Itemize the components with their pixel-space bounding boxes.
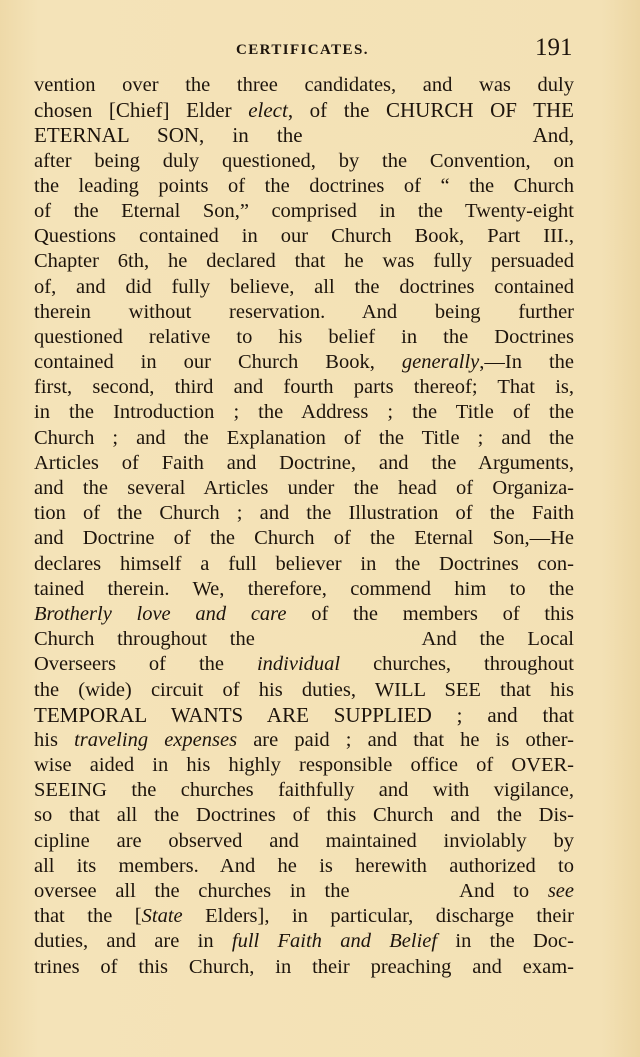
text-line — [34, 829, 574, 854]
text-line — [34, 627, 574, 652]
text-segment: Church throughout the — [34, 628, 255, 651]
text-segment: tion of the Church ; and the Illustration of the Faith — [34, 502, 574, 525]
text-line — [34, 375, 574, 400]
text-line — [34, 149, 574, 174]
italic-text: generally — [401, 351, 480, 374]
text-segment: Chapter 6th, he declared that he was fully persuaded — [34, 250, 574, 273]
text-segment: of the Eternal Son,” comprised in the Twenty-eight — [34, 199, 574, 222]
text-segment: tained therein. We, therefore, commend him to the — [34, 577, 574, 600]
text-line — [34, 73, 574, 98]
text-segment: oversee all the churches in the — [34, 880, 350, 902]
text-segment: ETERNAL SON, in the — [34, 123, 303, 148]
text-segment: the leading points of the doctrines of “ the Church — [34, 174, 574, 197]
text-segment: trines of this Church, in their preaching and exam- — [34, 955, 574, 978]
text-line — [34, 123, 574, 148]
text-line — [34, 803, 574, 828]
italic-text: full Faith and Belief — [231, 930, 438, 953]
text-line — [34, 904, 574, 929]
text-segment: , of the CHURCH OF THE — [287, 98, 574, 123]
text-segment: the (wide) circuit of his duties, WILL SEE that his — [34, 678, 574, 701]
text-line — [34, 652, 574, 677]
text-segment: Overseers of the — [34, 653, 257, 676]
text-line — [34, 224, 574, 249]
italic-text: traveling expenses — [74, 728, 238, 751]
text-line — [34, 98, 574, 123]
text-line — [34, 778, 574, 803]
text-line — [34, 526, 574, 551]
text-segment: and Doctrine of the Church of the Eternal Son,—He — [34, 527, 574, 550]
page-number: 191 — [535, 34, 573, 61]
text-line — [34, 577, 574, 602]
text-segment: And, — [532, 123, 574, 148]
text-line — [34, 879, 574, 904]
text-segment: TEMPORAL WANTS ARE SUPPLIED ; and that — [34, 702, 574, 727]
text-line — [34, 703, 574, 728]
text-line — [34, 451, 574, 476]
text-segment: in the Introduction ; the Address ; the Title of the — [34, 401, 574, 424]
text-segment: Church ; and the Explanation of the Title ; and the — [34, 426, 574, 449]
text-segment: declares himself a full believer in the Doctrines con- — [34, 552, 574, 575]
text-line — [34, 174, 574, 199]
text-line — [34, 275, 574, 300]
text-segment: vention over the three candidates, and was duly — [34, 74, 574, 96]
italic-text: individual — [256, 653, 341, 676]
text-line — [34, 955, 574, 980]
text-line — [34, 501, 574, 526]
text-line — [34, 728, 574, 753]
body-text — [34, 73, 574, 980]
text-segment: Questions contained in our Church Book, Part III., — [34, 225, 574, 248]
running-head: CERTIFICATES. — [236, 42, 369, 58]
text-segment: ,—In the — [479, 351, 575, 374]
text-segment: duties, and are in — [34, 930, 232, 953]
text-segment: Articles of Faith and Doctrine, and the Arguments, — [34, 451, 574, 474]
text-line — [34, 249, 574, 274]
text-segment: wise aided in his highly responsible office of OVER- — [34, 754, 574, 777]
text-line — [34, 753, 574, 778]
text-line — [34, 199, 574, 224]
text-line — [34, 476, 574, 501]
text-line — [34, 426, 574, 451]
text-segment: Elders], in particular, discharge their — [182, 905, 574, 928]
text-segment: his — [34, 728, 75, 751]
text-segment: And the Local — [421, 628, 574, 651]
text-segment: that the [ — [34, 905, 142, 928]
text-line — [34, 854, 574, 879]
text-segment: chosen [Chief] Elder — [34, 98, 249, 123]
italic-text: State — [141, 905, 183, 928]
italic-text: elect — [248, 98, 288, 123]
italic-text: see — [547, 880, 575, 902]
text-segment: And to — [459, 880, 548, 902]
text-segment: contained in our Church Book, — [34, 351, 402, 374]
page-header — [0, 34, 640, 70]
text-segment: cipline are observed and maintained inviolably by — [34, 829, 574, 852]
text-line — [34, 350, 574, 375]
text-segment: are paid ; and that he is other- — [237, 728, 574, 751]
text-line — [34, 602, 574, 627]
italic-text: Brotherly love and care — [34, 602, 287, 625]
text-line — [34, 929, 574, 954]
text-segment: all its members. And he is herewith authorized to — [34, 854, 574, 877]
text-line — [34, 552, 574, 577]
text-segment: churches, throughout — [340, 653, 574, 676]
text-segment: first, second, third and fourth parts thereof; That is, — [34, 376, 574, 399]
text-segment: in the Doc- — [437, 930, 574, 953]
text-segment: of, and did fully believe, all the doctrines contained — [34, 275, 574, 298]
text-line — [34, 400, 574, 425]
text-segment: questioned relative to his belief in the Doctrines — [34, 325, 574, 348]
text-line — [34, 678, 574, 703]
text-segment: of the members of this — [286, 602, 574, 625]
text-segment: and the several Articles under the head of Organiza- — [34, 477, 574, 499]
text-line — [34, 325, 574, 350]
text-segment: therein without reservation. And being further — [34, 300, 574, 323]
text-line — [34, 300, 574, 325]
text-segment: after being duly questioned, by the Convention, on — [34, 149, 574, 172]
text-segment: SEEING the churches faithfully and with vigilance, — [34, 779, 574, 802]
text-segment: so that all the Doctrines of this Church and the Dis- — [34, 804, 574, 827]
